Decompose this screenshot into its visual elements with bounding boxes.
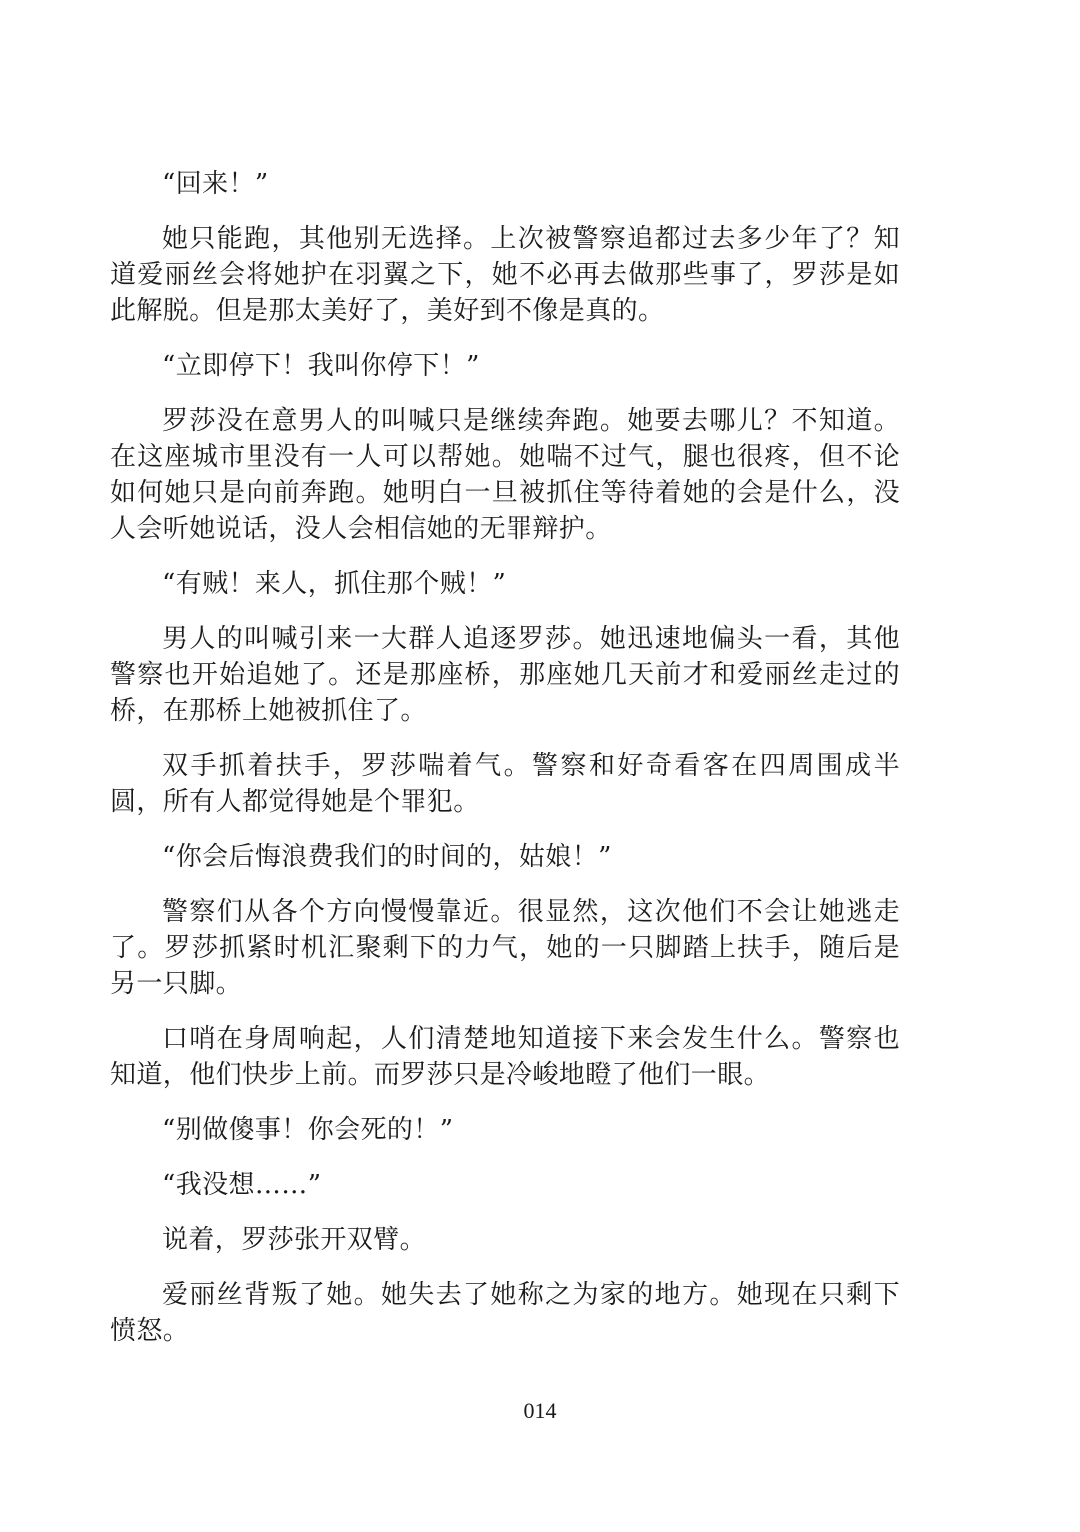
paragraph-11: “别做傻事！你会死的！” <box>162 1115 454 1145</box>
paragraph-2: 她只能跑，其他别无选择。上次被警察追都过去多少年了？知道爱丽丝会将她护在羽翼之下，她不必再去做那些事了，罗莎是如此解脱。但是那太美好了，美好到不像是真的。 <box>110 224 900 326</box>
page-number: 014 <box>523 1398 557 1423</box>
paragraph-13: 说着，罗莎张开双臂。 <box>162 1225 427 1255</box>
paragraph-14: 爱丽丝背叛了她。她失去了她称之为家的地方。她现在只剩下愤怒。 <box>110 1280 900 1346</box>
paragraph-12: “我没想……” <box>162 1170 322 1200</box>
paragraph-4: 罗莎没在意男人的叫喊只是继续奔跑。她要去哪儿？不知道。在这座城市里没有一人可以帮她。她喘不过气，腿也很疼，但不论如何她只是向前奔跑。她明白一旦被抓住等待着她的会是什么，没人会听她说话，没人会相信她的无罪辩护。 <box>110 406 900 544</box>
paragraph-8: “你会后悔浪费我们的时间的，姑娘！” <box>162 842 612 872</box>
paragraph-10: 口哨在身周响起，人们清楚地知道接下来会发生什么。警察也知道，他们快步上前。而罗莎只是冷峻地瞪了他们一眼。 <box>110 1024 900 1090</box>
paragraph-5: “有贼！来人，抓住那个贼！” <box>162 569 507 599</box>
paragraph-7: 双手抓着扶手，罗莎喘着气。警察和好奇看客在四周围成半圆，所有人都觉得她是个罪犯。 <box>110 751 900 817</box>
paragraph-3: “立即停下！我叫你停下！” <box>162 351 480 381</box>
paragraph-9: 警察们从各个方向慢慢靠近。很显然，这次他们不会让她逃走了。罗莎抓紧时机汇聚剩下的力气，她的一只脚踏上扶手，随后是另一只脚。 <box>110 897 900 999</box>
text-body <box>110 166 900 1368</box>
paragraph-1: “回来！” <box>162 169 269 199</box>
paragraph-6: 男人的叫喊引来一大群人追逐罗莎。她迅速地偏头一看，其他警察也开始追她了。还是那座桥，那座她几天前才和爱丽丝走过的桥，在那桥上她被抓住了。 <box>110 624 900 726</box>
